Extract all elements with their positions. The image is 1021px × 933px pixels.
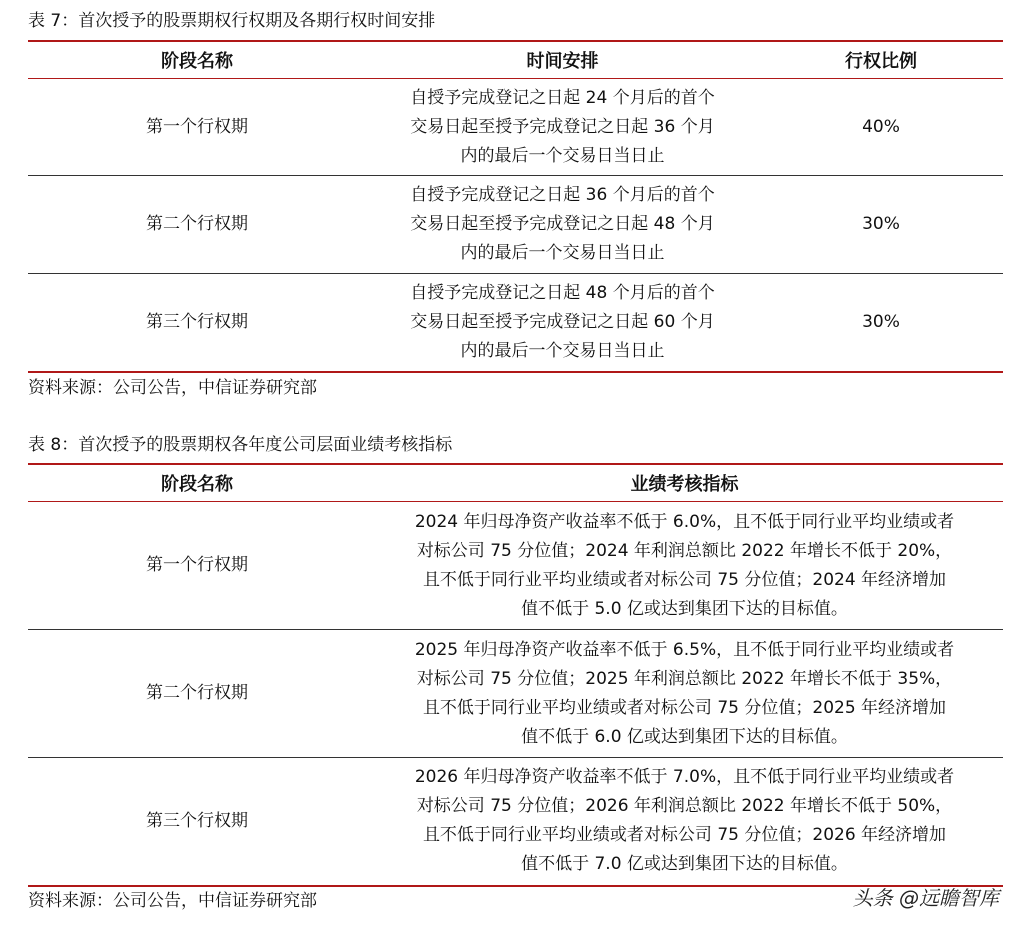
target-cell (366, 630, 1003, 758)
table8-caption: 表 8：首次授予的股票期权各年度公司层面业绩考核指标 (28, 435, 453, 455)
schedule-line: 自授予完成登记之日起 36 个月后的首个 (410, 185, 715, 205)
ratio-cell: 30% (759, 274, 1003, 372)
schedule-cell (366, 176, 759, 274)
schedule-line: 内的最后一个交易日当日止 (460, 340, 665, 361)
schedule-line: 自授予完成登记之日起 24 个月后的首个 (410, 87, 715, 108)
table-row (28, 79, 1003, 176)
schedule-cell (366, 274, 759, 372)
stage-name: 第二个行权期 (28, 630, 366, 758)
table7-header-stage: 阶段名称 (28, 41, 366, 79)
watermark: 头条 @远瞻智库 (852, 886, 999, 910)
schedule-line: 交易日起至授予完成登记之日起 60 个月 (410, 311, 715, 332)
table-row (28, 274, 1003, 372)
target-cell (366, 758, 1003, 886)
table-row (28, 630, 1003, 758)
stage-name: 第二个行权期 (28, 176, 366, 274)
target-line: 值不低于 5.0 亿或达到集团下达的目标值。 (521, 598, 848, 619)
schedule-line: 内的最后一个交易日当日止 (460, 243, 665, 263)
stage-name: 第三个行权期 (28, 758, 366, 886)
table8-source: 资料来源：公司公告，中信证券研究部 (28, 891, 317, 911)
table7 (28, 40, 1003, 373)
target-cell (366, 502, 1003, 630)
table7-caption: 表 7：首次授予的股票期权行权期及各期行权时间安排 (28, 11, 436, 31)
table8-header-row (28, 464, 1003, 502)
table-row (28, 176, 1003, 274)
stage-name: 第三个行权期 (28, 274, 366, 372)
schedule-line: 交易日起至授予完成登记之日起 36 个月 (410, 116, 715, 137)
schedule-line: 内的最后一个交易日当日止 (460, 145, 665, 166)
target-line: 且不低于同行业平均业绩或者对标公司 75 分位值；2026 年经济增加 (422, 825, 947, 846)
schedule-line: 交易日起至授予完成登记之日起 48 个月 (410, 214, 715, 234)
table7-source: 资料来源：公司公告，中信证券研究部 (28, 378, 317, 398)
target-line: 对标公司 75 分位值；2026 年利润总额比 2022 年增长不低于 50%， (416, 796, 953, 817)
stage-name: 第一个行权期 (28, 79, 366, 176)
ratio-cell: 40% (759, 79, 1003, 176)
target-line: 2025 年归母净资产收益率不低于 6.5%，且不低于同行业平均业绩或者 (414, 639, 955, 660)
target-line: 值不低于 7.0 亿或达到集团下达的目标值。 (521, 854, 848, 875)
table8-header-stage: 阶段名称 (28, 464, 366, 502)
table7-header-ratio: 行权比例 (759, 41, 1003, 79)
ratio-cell: 30% (759, 176, 1003, 274)
table-row (28, 502, 1003, 630)
target-line: 2024 年归母净资产收益率不低于 6.0%，且不低于同行业平均业绩或者 (414, 511, 955, 532)
target-line: 且不低于同行业平均业绩或者对标公司 75 分位值；2025 年经济增加 (422, 697, 947, 718)
target-line: 值不低于 6.0 亿或达到集团下达的目标值。 (521, 726, 848, 747)
table8 (28, 463, 1003, 887)
schedule-line: 自授予完成登记之日起 48 个月后的首个 (410, 282, 715, 303)
table7-header-schedule: 时间安排 (366, 41, 759, 79)
stage-name: 第一个行权期 (28, 502, 366, 630)
table8-header-target: 业绩考核指标 (366, 464, 1003, 502)
target-line: 对标公司 75 分位值；2024 年利润总额比 2022 年增长不低于 20%， (416, 540, 953, 561)
target-line: 对标公司 75 分位值；2025 年利润总额比 2022 年增长不低于 35%， (416, 668, 953, 689)
schedule-cell (366, 79, 759, 176)
target-line: 2026 年归母净资产收益率不低于 7.0%，且不低于同行业平均业绩或者 (414, 767, 955, 788)
table7-header-row (28, 41, 1003, 79)
target-line: 且不低于同行业平均业绩或者对标公司 75 分位值；2024 年经济增加 (422, 569, 947, 590)
table-row (28, 758, 1003, 886)
